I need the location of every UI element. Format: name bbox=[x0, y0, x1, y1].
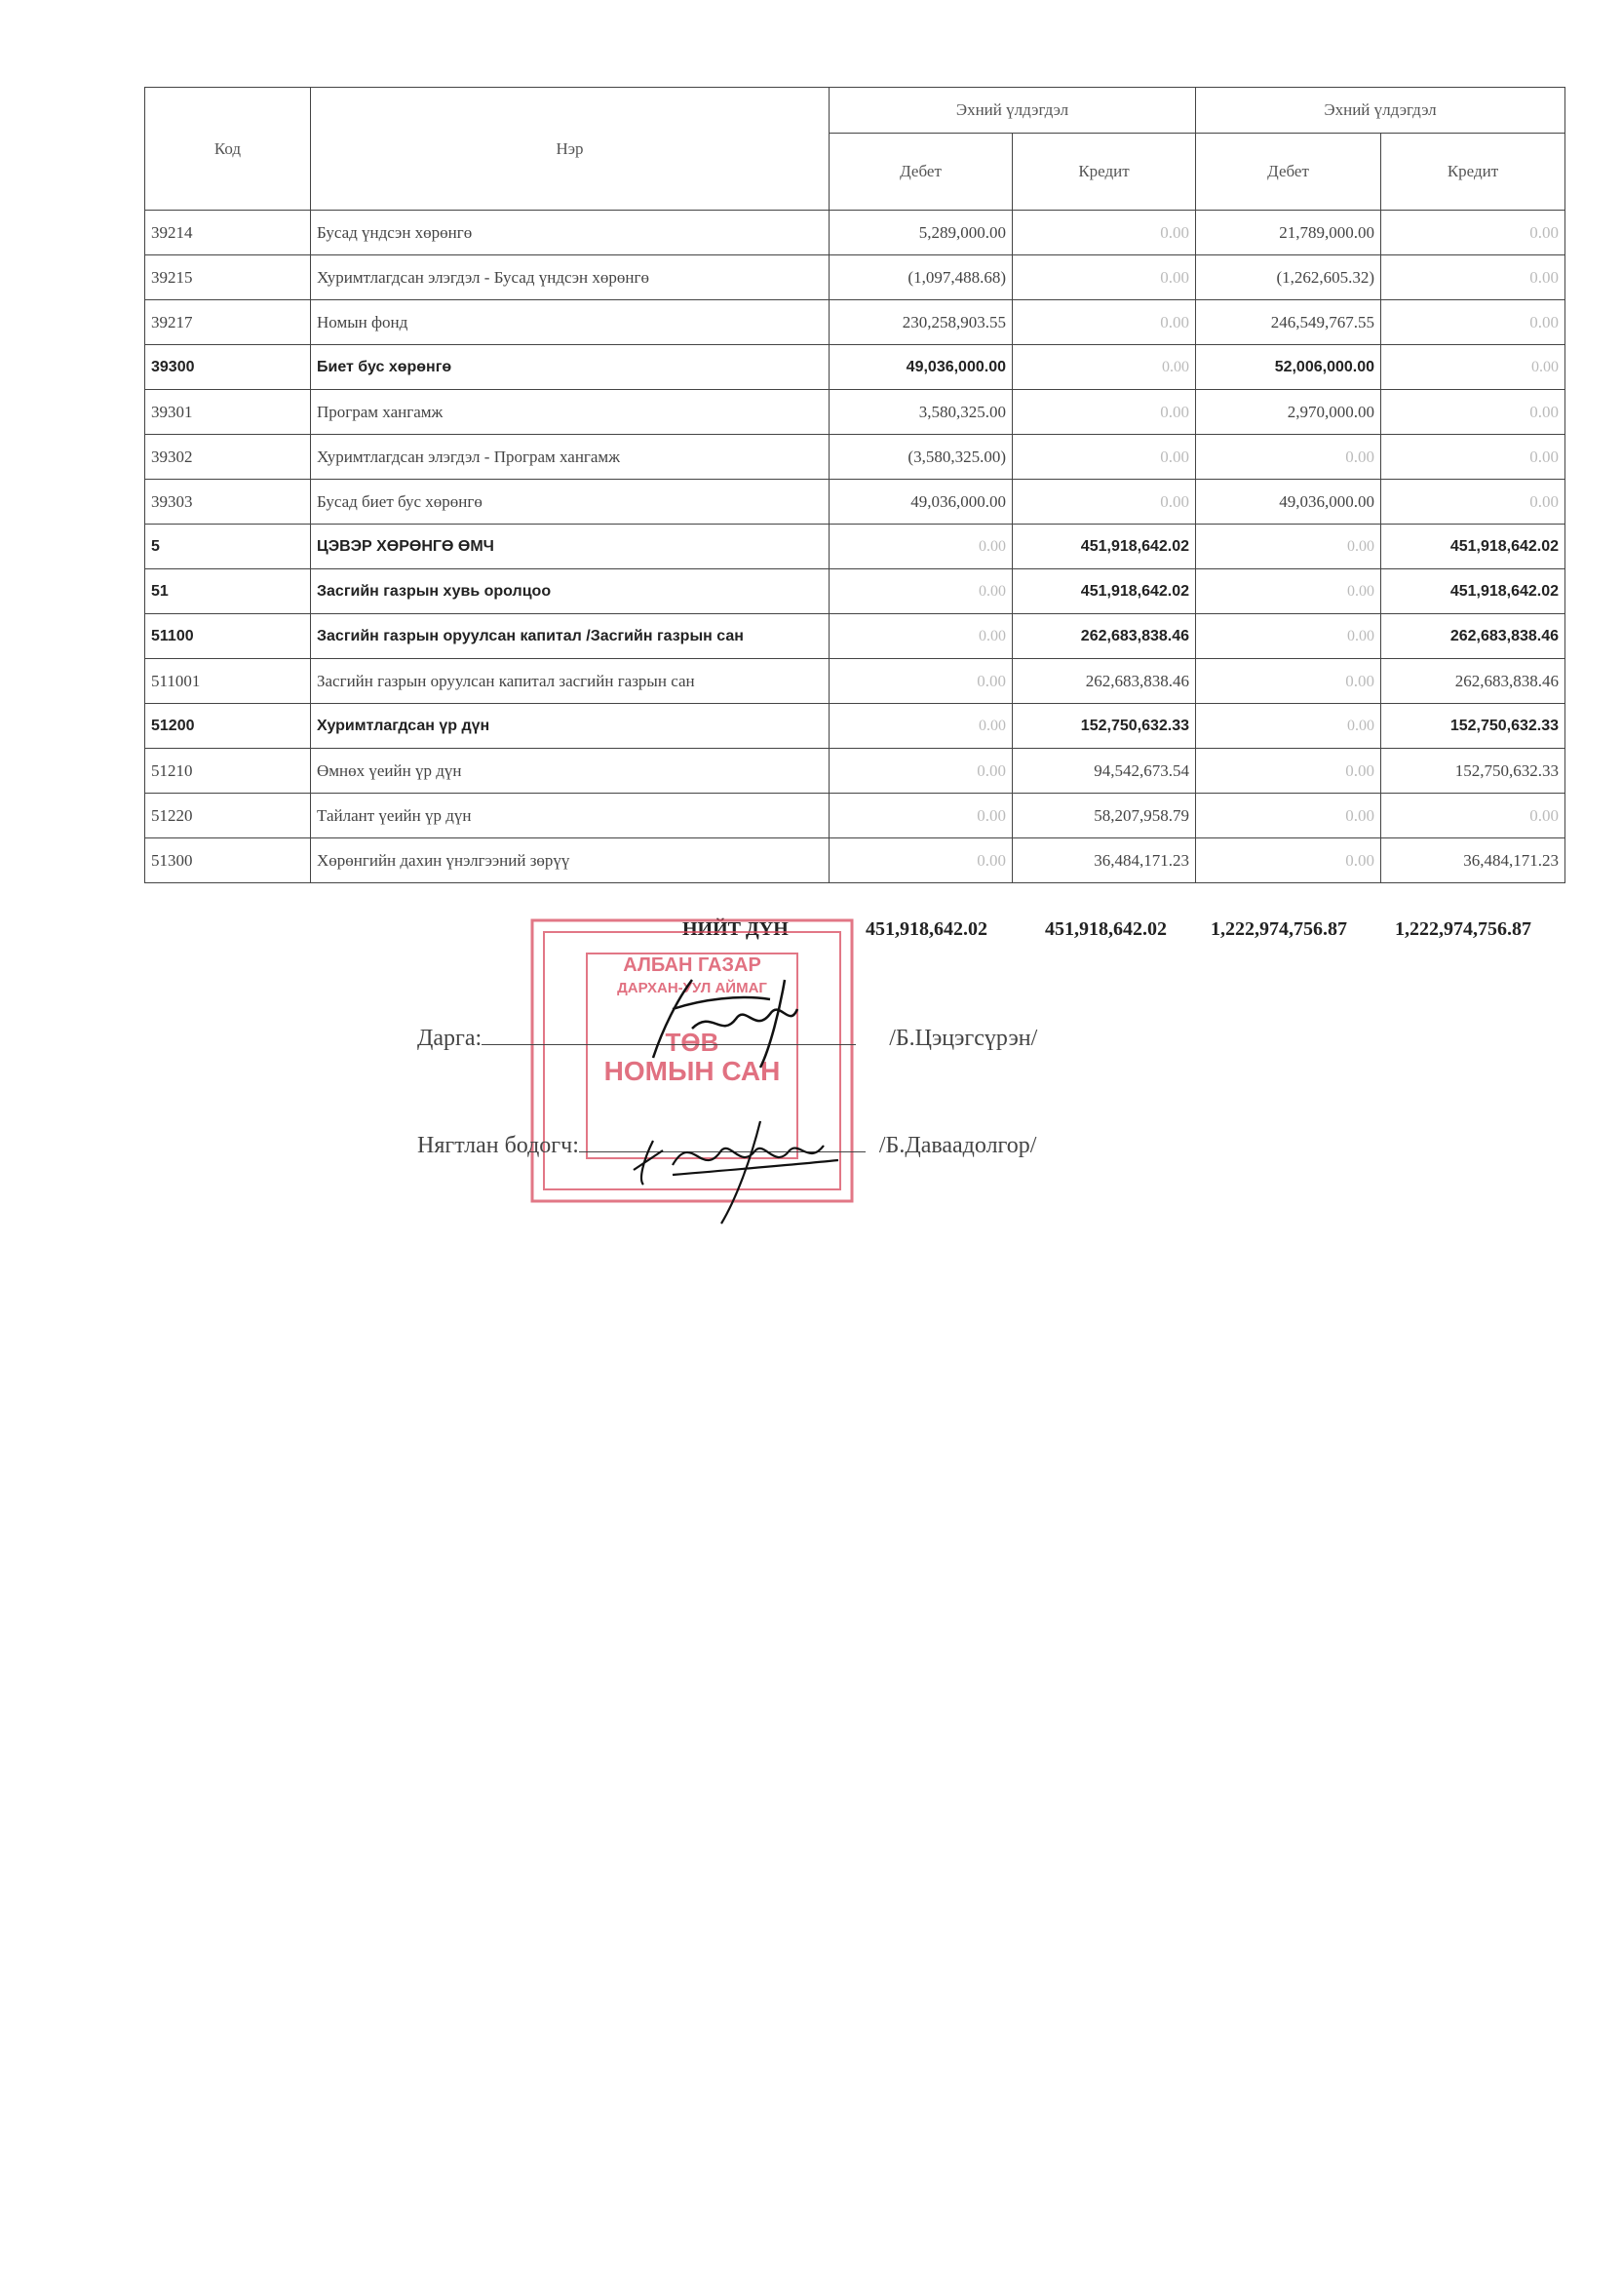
cell-name: Биет бус хөрөнгө bbox=[311, 345, 830, 390]
cell-debit-2: 0.00 bbox=[1196, 749, 1381, 794]
cell-debit-1: 49,036,000.00 bbox=[830, 345, 1013, 390]
table-row bbox=[145, 659, 1565, 704]
cell-code: 39303 bbox=[145, 480, 311, 525]
cell-credit-1: 0.00 bbox=[1013, 390, 1196, 435]
cell-name: Засгийн газрын оруулсан капитал /Засгийн газрын сан bbox=[311, 614, 830, 659]
header-credit-2: Кредит bbox=[1381, 134, 1565, 211]
table-row bbox=[145, 525, 1565, 569]
cell-credit-1: 152,750,632.33 bbox=[1013, 704, 1196, 749]
cell-debit-2: 52,006,000.00 bbox=[1196, 345, 1381, 390]
cell-code: 39301 bbox=[145, 390, 311, 435]
cell-credit-2: 0.00 bbox=[1381, 211, 1565, 255]
cell-code: 511001 bbox=[145, 659, 311, 704]
cell-name: Хуримтлагдсан элэгдэл - Програм хангамж bbox=[311, 435, 830, 480]
cell-credit-2: 451,918,642.02 bbox=[1381, 525, 1565, 569]
cell-credit-2: 36,484,171.23 bbox=[1381, 838, 1565, 883]
total-debit-2: 1,222,974,756.87 bbox=[1211, 918, 1347, 940]
cell-credit-1: 0.00 bbox=[1013, 480, 1196, 525]
cell-code: 39302 bbox=[145, 435, 311, 480]
cell-credit-1: 451,918,642.02 bbox=[1013, 525, 1196, 569]
cell-credit-1: 0.00 bbox=[1013, 300, 1196, 345]
cell-code: 51210 bbox=[145, 749, 311, 794]
cell-credit-1: 0.00 bbox=[1013, 435, 1196, 480]
header-credit-1: Кредит bbox=[1013, 134, 1196, 211]
cell-debit-2: 0.00 bbox=[1196, 704, 1381, 749]
cell-code: 39217 bbox=[145, 300, 311, 345]
cell-debit-1: 0.00 bbox=[830, 659, 1013, 704]
cell-code: 51220 bbox=[145, 794, 311, 838]
cell-credit-2: 152,750,632.33 bbox=[1381, 704, 1565, 749]
cell-debit-2: 49,036,000.00 bbox=[1196, 480, 1381, 525]
cell-debit-2: 0.00 bbox=[1196, 838, 1381, 883]
cell-debit-2: 0.00 bbox=[1196, 614, 1381, 659]
cell-debit-1: (1,097,488.68) bbox=[830, 255, 1013, 300]
header-group-opening-1: Эхний үлдэгдэл bbox=[830, 88, 1196, 134]
accountant-label: Нягтлан бодогч: bbox=[417, 1133, 579, 1158]
cell-code: 5 bbox=[145, 525, 311, 569]
cell-name: Өмнөх үеийн үр дүн bbox=[311, 749, 830, 794]
total-credit-2: 1,222,974,756.87 bbox=[1395, 918, 1531, 940]
header-group-opening-2: Эхний үлдэгдэл bbox=[1196, 88, 1565, 134]
cell-debit-1: 0.00 bbox=[830, 794, 1013, 838]
cell-name: ЦЭВЭР ХӨРӨНГӨ ӨМЧ bbox=[311, 525, 830, 569]
cell-name: Хуримтлагдсан элэгдэл - Бусад үндсэн хөрөнгө bbox=[311, 255, 830, 300]
cell-code: 39214 bbox=[145, 211, 311, 255]
cell-code: 39215 bbox=[145, 255, 311, 300]
cell-name: Бусад биет бус хөрөнгө bbox=[311, 480, 830, 525]
cell-credit-2: 0.00 bbox=[1381, 255, 1565, 300]
cell-debit-2: 0.00 bbox=[1196, 569, 1381, 614]
cell-credit-1: 94,542,673.54 bbox=[1013, 749, 1196, 794]
cell-name: Хуримтлагдсан үр дүн bbox=[311, 704, 830, 749]
cell-debit-1: 0.00 bbox=[830, 569, 1013, 614]
cell-debit-2: 21,789,000.00 bbox=[1196, 211, 1381, 255]
table-row bbox=[145, 480, 1565, 525]
balance-table bbox=[144, 87, 1565, 883]
director-handwritten-signature bbox=[624, 970, 819, 1077]
accountant-name: /Б.Даваадолгор/ bbox=[878, 1133, 1037, 1158]
table-row bbox=[145, 704, 1565, 749]
cell-name: Програм хангамж bbox=[311, 390, 830, 435]
cell-debit-1: 0.00 bbox=[830, 704, 1013, 749]
cell-name: Тайлант үеийн үр дүн bbox=[311, 794, 830, 838]
table-row bbox=[145, 569, 1565, 614]
stamp-line-3: ТӨВ bbox=[665, 1028, 719, 1057]
cell-credit-1: 58,207,958.79 bbox=[1013, 794, 1196, 838]
table-row bbox=[145, 390, 1565, 435]
cell-debit-1: (3,580,325.00) bbox=[830, 435, 1013, 480]
cell-debit-2: 0.00 bbox=[1196, 435, 1381, 480]
table-row bbox=[145, 255, 1565, 300]
cell-credit-1: 0.00 bbox=[1013, 255, 1196, 300]
cell-credit-2: 451,918,642.02 bbox=[1381, 569, 1565, 614]
cell-code: 39300 bbox=[145, 345, 311, 390]
total-debit-1: 451,918,642.02 bbox=[866, 918, 987, 940]
cell-credit-1: 0.00 bbox=[1013, 211, 1196, 255]
cell-credit-1: 0.00 bbox=[1013, 345, 1196, 390]
cell-credit-1: 262,683,838.46 bbox=[1013, 659, 1196, 704]
cell-name: Номын фонд bbox=[311, 300, 830, 345]
table-row bbox=[145, 300, 1565, 345]
cell-credit-2: 0.00 bbox=[1381, 435, 1565, 480]
header-debit-1: Дебет bbox=[830, 134, 1013, 211]
cell-credit-2: 0.00 bbox=[1381, 300, 1565, 345]
table-row bbox=[145, 749, 1565, 794]
cell-debit-1: 5,289,000.00 bbox=[830, 211, 1013, 255]
cell-debit-1: 0.00 bbox=[830, 838, 1013, 883]
cell-debit-2: 246,549,767.55 bbox=[1196, 300, 1381, 345]
cell-debit-2: 0.00 bbox=[1196, 659, 1381, 704]
cell-credit-2: 0.00 bbox=[1381, 794, 1565, 838]
cell-name: Засгийн газрын оруулсан капитал засгийн газрын сан bbox=[311, 659, 830, 704]
cell-credit-1: 451,918,642.02 bbox=[1013, 569, 1196, 614]
cell-debit-1: 0.00 bbox=[830, 749, 1013, 794]
cell-credit-2: 0.00 bbox=[1381, 480, 1565, 525]
cell-debit-2: (1,262,605.32) bbox=[1196, 255, 1381, 300]
table-row bbox=[145, 435, 1565, 480]
cell-name: Хөрөнгийн дахин үнэлгээний зөрүү bbox=[311, 838, 830, 883]
cell-code: 51100 bbox=[145, 614, 311, 659]
table-row bbox=[145, 345, 1565, 390]
header-name: Нэр bbox=[311, 88, 830, 211]
total-credit-1: 451,918,642.02 bbox=[1045, 918, 1167, 940]
table-body bbox=[145, 211, 1565, 883]
cell-debit-1: 0.00 bbox=[830, 525, 1013, 569]
cell-debit-2: 2,970,000.00 bbox=[1196, 390, 1381, 435]
stamp-line-4: НОМЫН САН bbox=[603, 1056, 781, 1086]
cell-debit-2: 0.00 bbox=[1196, 525, 1381, 569]
table-row bbox=[145, 794, 1565, 838]
cell-debit-1: 0.00 bbox=[830, 614, 1013, 659]
cell-debit-1: 3,580,325.00 bbox=[830, 390, 1013, 435]
cell-credit-2: 262,683,838.46 bbox=[1381, 614, 1565, 659]
cell-code: 51200 bbox=[145, 704, 311, 749]
cell-name: Засгийн газрын хувь оролцоо bbox=[311, 569, 830, 614]
cell-credit-1: 262,683,838.46 bbox=[1013, 614, 1196, 659]
totals-label: НИЙТ ДҮН bbox=[682, 918, 789, 940]
cell-credit-1: 36,484,171.23 bbox=[1013, 838, 1196, 883]
director-name: /Б.Цэцэгсүрэн/ bbox=[889, 1026, 1038, 1051]
director-label: Дарга: bbox=[417, 1026, 483, 1051]
cell-debit-1: 230,258,903.55 bbox=[830, 300, 1013, 345]
cell-code: 51 bbox=[145, 569, 311, 614]
table-row bbox=[145, 614, 1565, 659]
cell-code: 51300 bbox=[145, 838, 311, 883]
cell-name: Бусад үндсэн хөрөнгө bbox=[311, 211, 830, 255]
cell-credit-2: 0.00 bbox=[1381, 345, 1565, 390]
header-code: Код bbox=[145, 88, 311, 211]
cell-debit-1: 49,036,000.00 bbox=[830, 480, 1013, 525]
cell-credit-2: 152,750,632.33 bbox=[1381, 749, 1565, 794]
cell-debit-2: 0.00 bbox=[1196, 794, 1381, 838]
table-row bbox=[145, 838, 1565, 883]
cell-credit-2: 0.00 bbox=[1381, 390, 1565, 435]
header-debit-2: Дебет bbox=[1196, 134, 1381, 211]
table-row bbox=[145, 211, 1565, 255]
stamp-line-1: АЛБАН ГАЗАР bbox=[623, 954, 761, 976]
stamp-line-2: ДАРХАН-УУЛ АЙМАГ bbox=[617, 980, 767, 996]
cell-credit-2: 262,683,838.46 bbox=[1381, 659, 1565, 704]
accountant-handwritten-signature bbox=[614, 1111, 858, 1228]
